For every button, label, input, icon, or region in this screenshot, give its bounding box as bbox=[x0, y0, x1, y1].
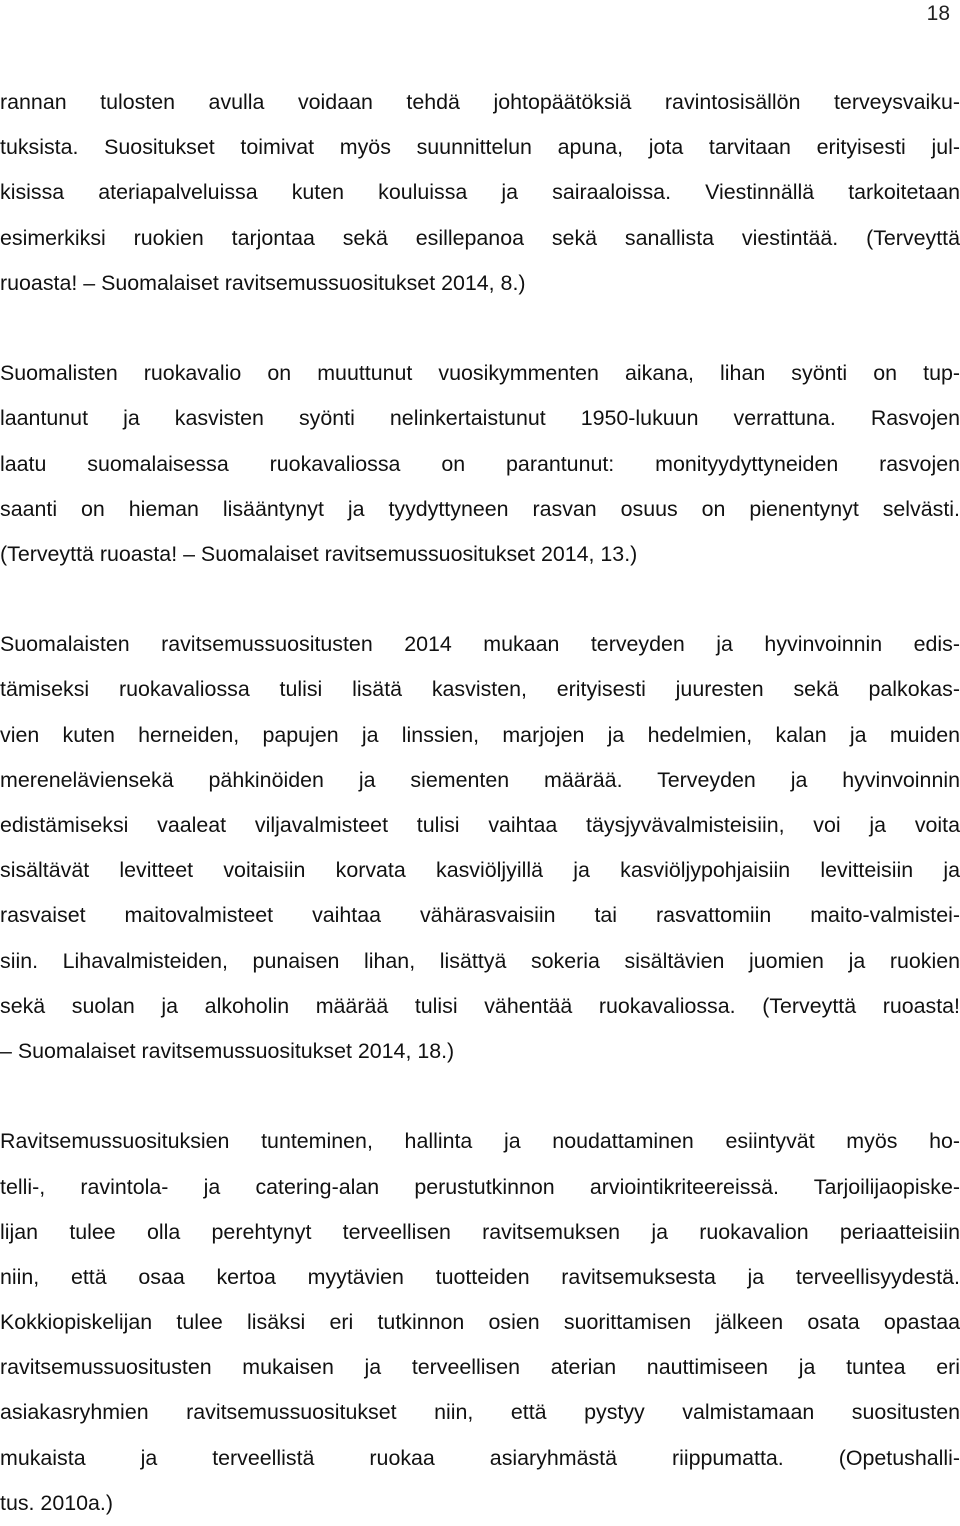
text-line: tuksista. Suositukset toimivat myös suunnittelun apuna, jota tarvitaan erityisesti jul- bbox=[0, 135, 960, 160]
text-line: Suomalaisten ravitsemussuositusten 2014 mukaan terveyden ja hyvinvoinnin edis- bbox=[0, 632, 960, 657]
text-line: asiakasryhmien ravitsemussuositukset niin, että pystyy valmistamaan suositusten bbox=[0, 1400, 960, 1425]
page-number: 18 bbox=[926, 2, 950, 25]
text-line: Ravitsemussuosituksien tunteminen, hallinta ja noudattaminen esiintyvät myös ho- bbox=[0, 1129, 960, 1154]
text-line: lijan tulee olla perehtynyt terveellisen ravitsemuksen ja ruokavalion periaatteisiin bbox=[0, 1219, 960, 1244]
text-line: telli-, ravintola- ja catering-alan perustutkinnon arviointikriteereissä. Tarjoilijaopiske- bbox=[0, 1174, 960, 1199]
text-line: tus. 2010a.) bbox=[0, 1490, 113, 1515]
text-line: siin. Lihavalmisteiden, punaisen lihan, lisättyä sokeria sisältävien juomien ja ruokien bbox=[0, 948, 960, 973]
text-line: ravitsemussuositusten mukaisen ja terveellisen aterian nauttimiseen ja tuntea eri bbox=[0, 1355, 960, 1380]
text-line: esimerkiksi ruokien tarjontaa sekä esillepanoa sekä sanallista viestintää. (Terveyttä bbox=[0, 225, 960, 250]
document-body bbox=[0, 80, 960, 1526]
text-line: rasvaiset maitovalmisteet vaihtaa vähärasvaisiin tai rasvattomiin maito-valmistei- bbox=[0, 903, 960, 928]
text-line: vien kuten herneiden, papujen ja linssien, marjojen ja hedelmien, kalan ja muiden bbox=[0, 722, 960, 747]
text-line: niin, että osaa kertoa myytävien tuotteiden ravitsemuksesta ja terveellisyydestä. bbox=[0, 1264, 960, 1289]
text-line: – Suomalaiset ravitsemussuositukset 2014, 18.) bbox=[0, 1038, 455, 1063]
text-line: laantunut ja kasvisten syönti nelinkertaistunut 1950-lukuun verrattuna. Rasvojen bbox=[0, 406, 960, 431]
text-line: Suomalisten ruokavalio on muuttunut vuosikymmenten aikana, lihan syönti on tup- bbox=[0, 361, 960, 386]
text-line: rannan tulosten avulla voidaan tehdä johtopäätöksiä ravintosisällön terveysvaiku- bbox=[0, 90, 960, 114]
text-line: laatu suomalaisessa ruokavaliossa on parantunut: monityydyttyneiden rasvojen bbox=[0, 451, 960, 476]
paragraph-1 bbox=[0, 80, 960, 306]
paragraph-2 bbox=[0, 351, 960, 577]
text-line: sisältävät levitteet voitaisiin korvata kasviöljyillä ja kasviöljypohjaisiin levitteisiin ja bbox=[0, 858, 960, 883]
text-line: saanti on hieman lisääntynyt ja tyydyttyneen rasvan osuus on pienentynyt selvästi. bbox=[0, 496, 960, 521]
text-line: mereneläviensekä pähkinöiden ja siementen määrää. Terveyden ja hyvinvoinnin bbox=[0, 767, 960, 792]
text-line: ruoasta! – Suomalaiset ravitsemussuositukset 2014, 8.) bbox=[0, 270, 526, 295]
paragraph-4 bbox=[0, 1119, 960, 1526]
text-line: Kokkiopiskelijan tulee lisäksi eri tutkinnon osien suorittamisen jälkeen osata opastaa bbox=[0, 1310, 960, 1335]
text-line: sekä suolan ja alkoholin määrää tulisi vähentää ruokavaliossa. (Terveyttä ruoasta! bbox=[0, 993, 960, 1018]
paragraph-3 bbox=[0, 622, 960, 1074]
text-line: edistämiseksi vaaleat viljavalmisteet tulisi vaihtaa täysjyvävalmisteisiin, voi ja voita bbox=[0, 813, 960, 837]
text-line: tämiseksi ruokavaliossa tulisi lisätä kasvisten, erityisesti juuresten sekä palkokas- bbox=[0, 677, 960, 702]
text-line: mukaista ja terveellistä ruokaa asiaryhmästä riippumatta. (Opetushalli- bbox=[0, 1445, 960, 1470]
text-line: (Terveyttä ruoasta! – Suomalaiset ravitsemussuositukset 2014, 13.) bbox=[0, 541, 638, 566]
text-line: kisissa ateriapalveluissa kuten kouluissa ja sairaaloissa. Viestinnällä tarkoitetaan bbox=[0, 180, 960, 205]
